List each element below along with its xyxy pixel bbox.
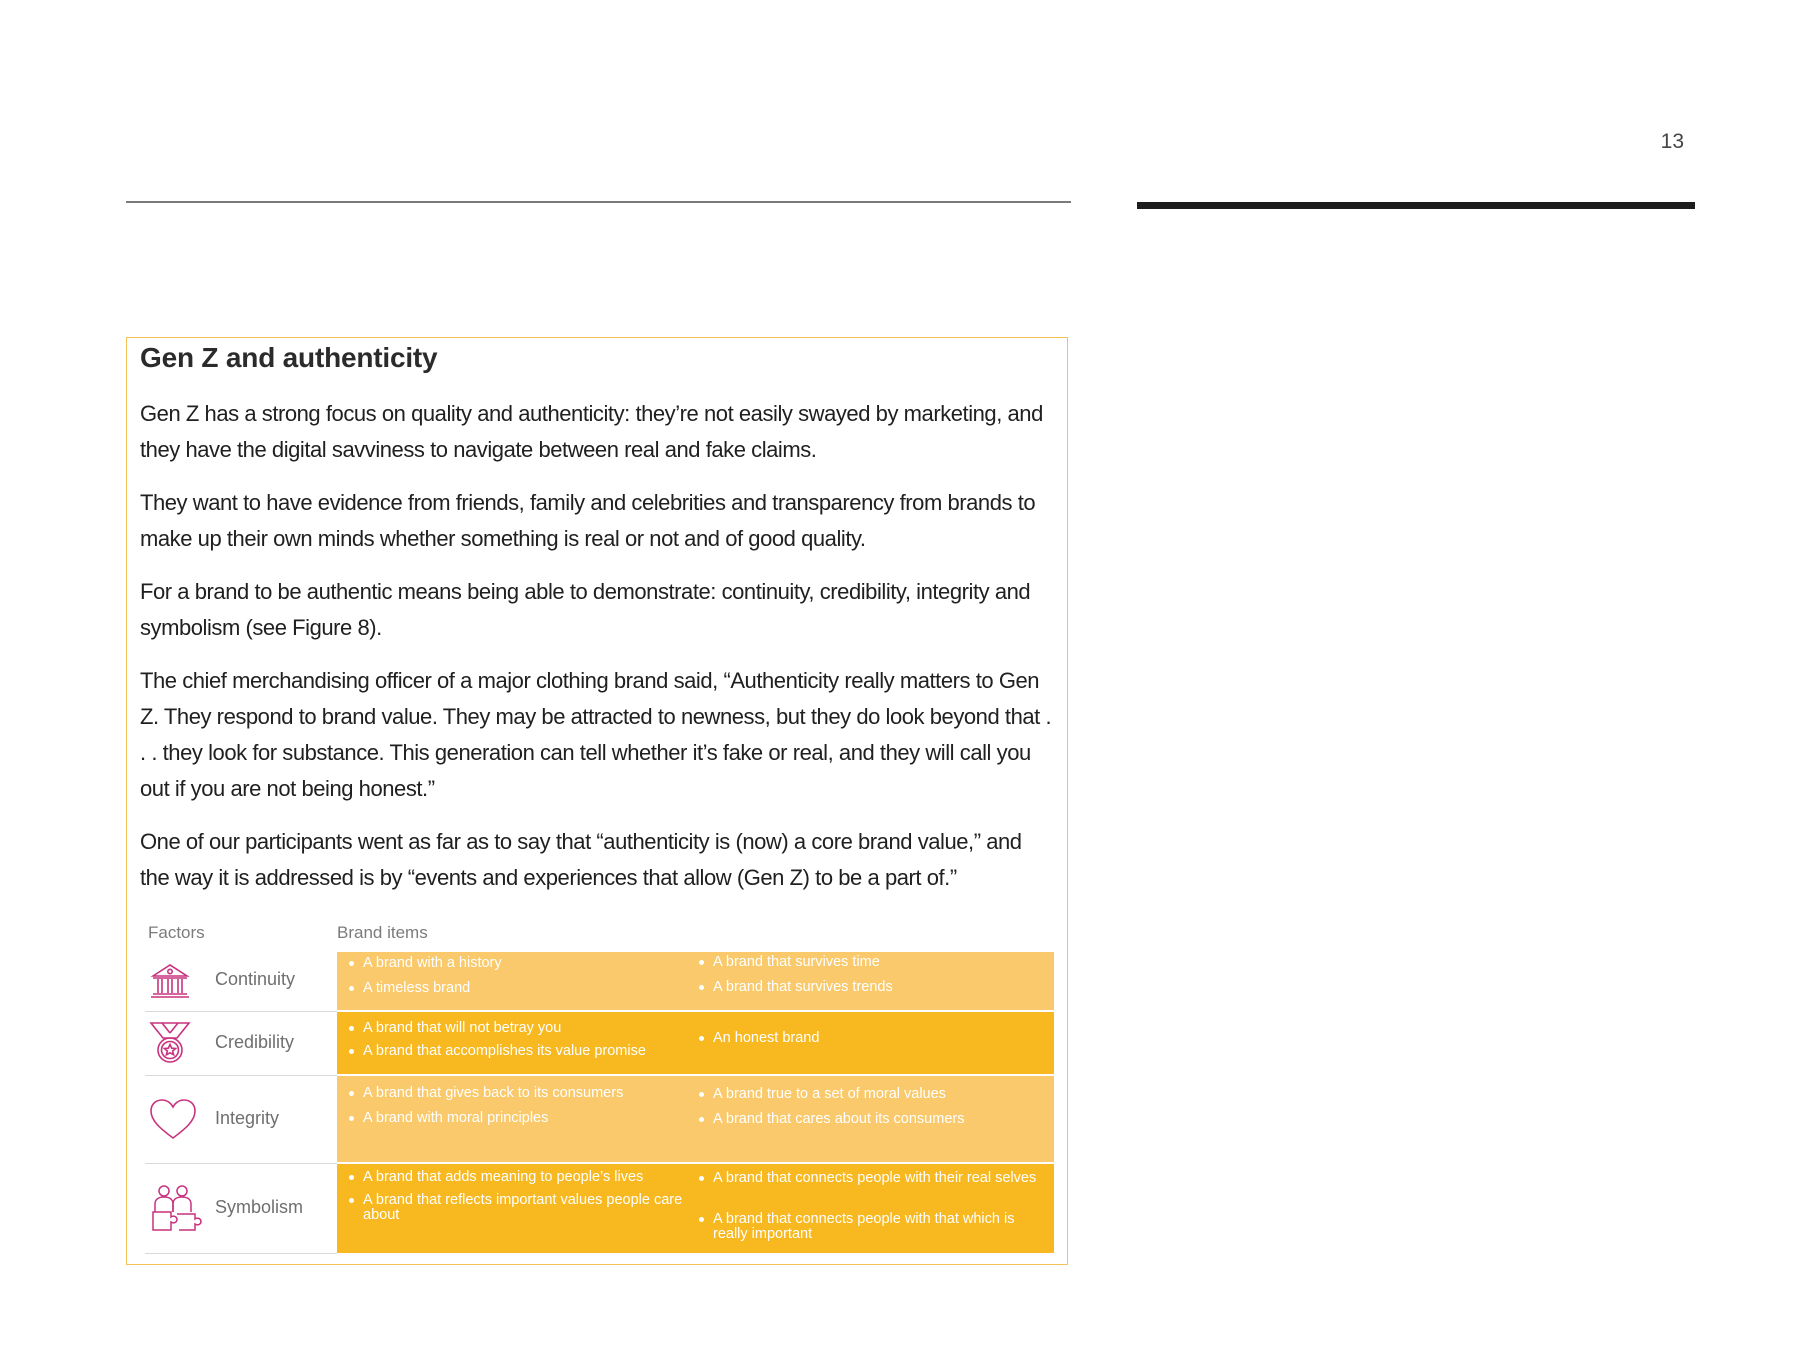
brand-item: A brand with moral principles [347,1111,687,1126]
brand-item: An honest brand [697,1031,1042,1046]
paragraph: Gen Z has a strong focus on quality and authenticity: they’re not easily swayed by marketing, and they have the digital savviness to navigate between real and fake claims. [140,401,1043,462]
header-rule [126,201,1071,203]
header-accent-bar [1137,202,1695,209]
paragraph: One of our participants went as far as to say that “authenticity is (now) a core brand value,” and the way it is addressed is by “events and experiences that allow (Gen Z) to be a part of.” [140,829,1022,890]
factors-header: Factors [148,923,205,942]
brand-items-header: Brand items [337,923,428,942]
paragraph: For a brand to be authentic means being able to demonstrate: continuity, credibility, integrity and symbolism (see Figure 8). [140,579,1031,640]
factor-label: Credibility [215,1032,295,1052]
authenticity-factors-figure [145,923,1054,1253]
people-puzzle-icon [149,1184,203,1234]
brand-items-cell [337,952,1054,1010]
brand-item: A brand that survives time [697,955,1042,970]
heart-icon [149,1099,197,1141]
page-number: 13 [1660,130,1684,153]
brand-item: A brand with a history [347,956,687,971]
paragraph: The chief merchandising officer of a major clothing brand said, “Authenticity really matters to Gen Z. They respond to brand value. They may be attracted to newness, but they do look beyond that . . . they look for substance. This generation can tell whether it’s fake or real, and they will call you out if you are not being honest.” [140,668,1052,801]
brand-item: A brand that gives back to its consumers [347,1086,687,1101]
brand-item: A brand that accomplishes its value promise [347,1044,687,1059]
brand-item: A brand that reflects important values people care about [347,1193,687,1223]
brand-items-cell [337,1076,1054,1162]
brand-item: A brand that will not betray you [347,1021,687,1036]
authenticity-sidebar-box [126,337,1068,1265]
brand-items-cell [337,1012,1054,1074]
factor-label: Continuity [215,969,296,989]
factor-row-symbolism [145,1164,1054,1253]
factor-row-continuity [145,952,1054,1010]
brand-item: A brand that connects people with their real selves [697,1171,1042,1186]
factor-row-integrity [145,1076,1054,1162]
brand-item: A timeless brand [347,981,687,996]
brand-items-cell [337,1164,1054,1253]
section-title: Gen Z and authenticity [140,342,438,373]
brand-item: A brand that adds meaning to people’s lives [347,1170,687,1185]
factor-row-credibility [145,1012,1054,1074]
factor-label: Integrity [215,1108,280,1128]
paragraph: They want to have evidence from friends, family and celebrities and transparency from brands to make up their own minds whether something is real or not and of good quality. [140,490,1036,551]
building-icon [149,962,191,1002]
medal-icon [149,1021,191,1065]
row-divider [145,1253,337,1254]
brand-item: A brand that connects people with that which is really important [697,1212,1042,1242]
section-body [140,396,1055,913]
brand-item: A brand that survives trends [697,980,1042,995]
brand-item: A brand that cares about its consumers [697,1112,1042,1127]
factor-label: Symbolism [215,1197,304,1217]
brand-item: A brand true to a set of moral values [697,1087,1042,1102]
